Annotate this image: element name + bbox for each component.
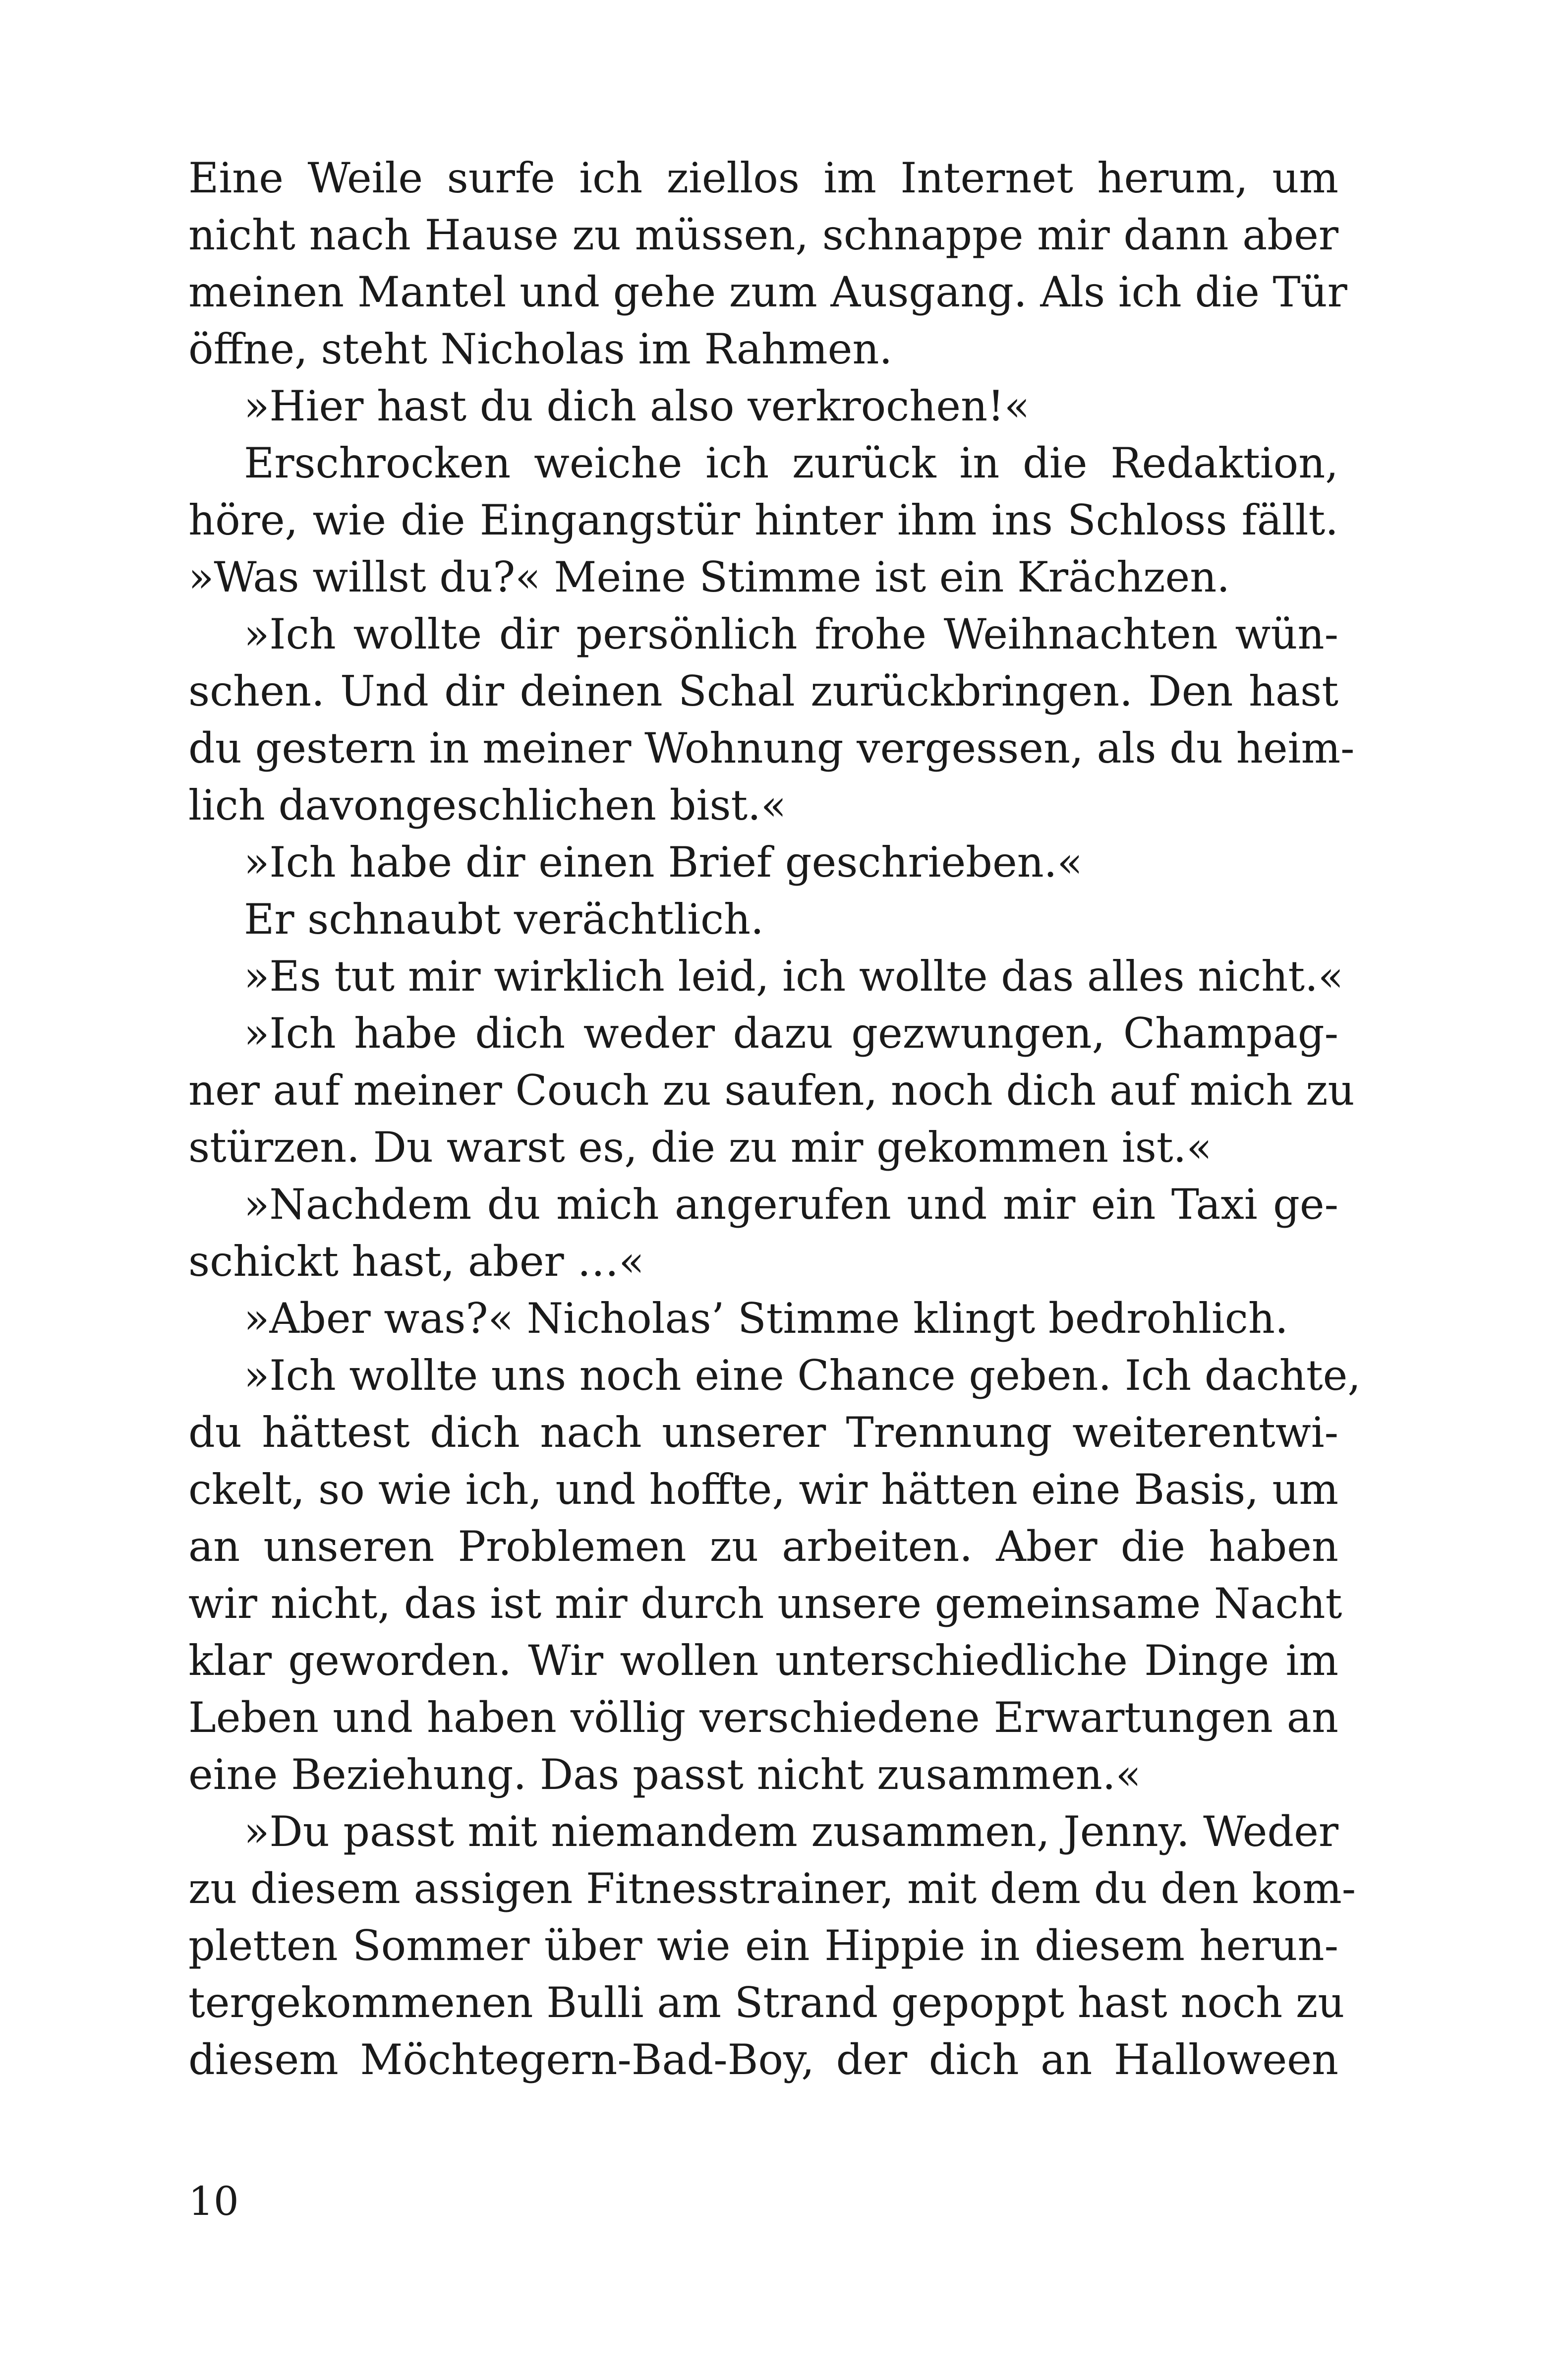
text-line: du hättest dich nach unserer Trennung weiterentwi- [188, 1408, 1338, 1457]
page-number: 10 [188, 2178, 239, 2224]
text-line: »Ich wollte uns noch eine Chance geben. Ich dachte, [244, 1351, 1361, 1400]
text-line: »Aber was?« Nicholas’ Stimme klingt bedrohlich. [244, 1294, 1288, 1343]
text-line: »Nachdem du mich angerufen und mir ein Taxi ge- [244, 1180, 1338, 1229]
text-line: »Ich habe dich weder dazu gezwungen, Champag- [244, 1009, 1338, 1058]
text-line: höre, wie die Eingangstür hinter ihm ins Schloss fällt. [188, 496, 1338, 544]
text-line: meinen Mantel und gehe zum Ausgang. Als ich die Tür [188, 268, 1347, 316]
text-line: Er schnaubt verächtlich. [244, 895, 764, 944]
text-line: pletten Sommer über wie ein Hippie in diesem herun- [188, 1921, 1338, 1970]
text-line: nicht nach Hause zu müssen, schnappe mir dann aber [188, 211, 1338, 259]
text-line: eine Beziehung. Das passt nicht zusammen.« [188, 1750, 1141, 1799]
text-line: öffne, steht Nicholas im Rahmen. [188, 325, 893, 373]
text-line: »Was willst du?« Meine Stimme ist ein Krächzen. [188, 553, 1230, 601]
text-line: Eine Weile surfe ich ziellos im Internet herum, um [188, 154, 1338, 202]
text-line: schen. Und dir deinen Schal zurückbringen. Den hast [188, 667, 1338, 715]
text-line: »Ich habe dir einen Brief geschrieben.« [244, 838, 1083, 887]
text-line: »Es tut mir wirklich leid, ich wollte das alles nicht.« [244, 952, 1344, 1001]
text-line: lich davongeschlichen bist.« [188, 781, 787, 830]
text-line: tergekommenen Bulli am Strand gepoppt hast noch zu [188, 1978, 1345, 2027]
text-line: du gestern in meiner Wohnung vergessen, als du heim- [188, 724, 1355, 773]
text-line: Leben und haben völlig verschiedene Erwartungen an [188, 1693, 1338, 1742]
text-line: klar geworden. Wir wollen unterschiedliche Dinge im [188, 1636, 1338, 1685]
text-line: ner auf meiner Couch zu saufen, noch dich auf mich zu [188, 1066, 1355, 1115]
text-line: Erschrocken weiche ich zurück in die Redaktion, [244, 439, 1338, 487]
text-line: »Hier hast du dich also verkrochen!« [244, 382, 1030, 430]
text-line: ckelt, so wie ich, und hoffte, wir hätten eine Basis, um [188, 1465, 1338, 1514]
text-line: schickt hast, aber …« [188, 1237, 644, 1286]
text-line: zu diesem assigen Fitnesstrainer, mit dem du den kom- [188, 1864, 1356, 1913]
text-line: »Du passt mit niemandem zusammen, Jenny. Weder [244, 1807, 1338, 1856]
text-line: an unseren Problemen zu arbeiten. Aber die haben [188, 1522, 1338, 1571]
text-line: diesem Möchtegern-Bad-Boy, der dich an Halloween [188, 2035, 1338, 2084]
text-line: wir nicht, das ist mir durch unsere gemeinsame Nacht [188, 1579, 1342, 1628]
text-line: »Ich wollte dir persönlich frohe Weihnachten wün- [244, 610, 1338, 658]
text-line: stürzen. Du warst es, die zu mir gekommen ist.« [188, 1123, 1212, 1172]
